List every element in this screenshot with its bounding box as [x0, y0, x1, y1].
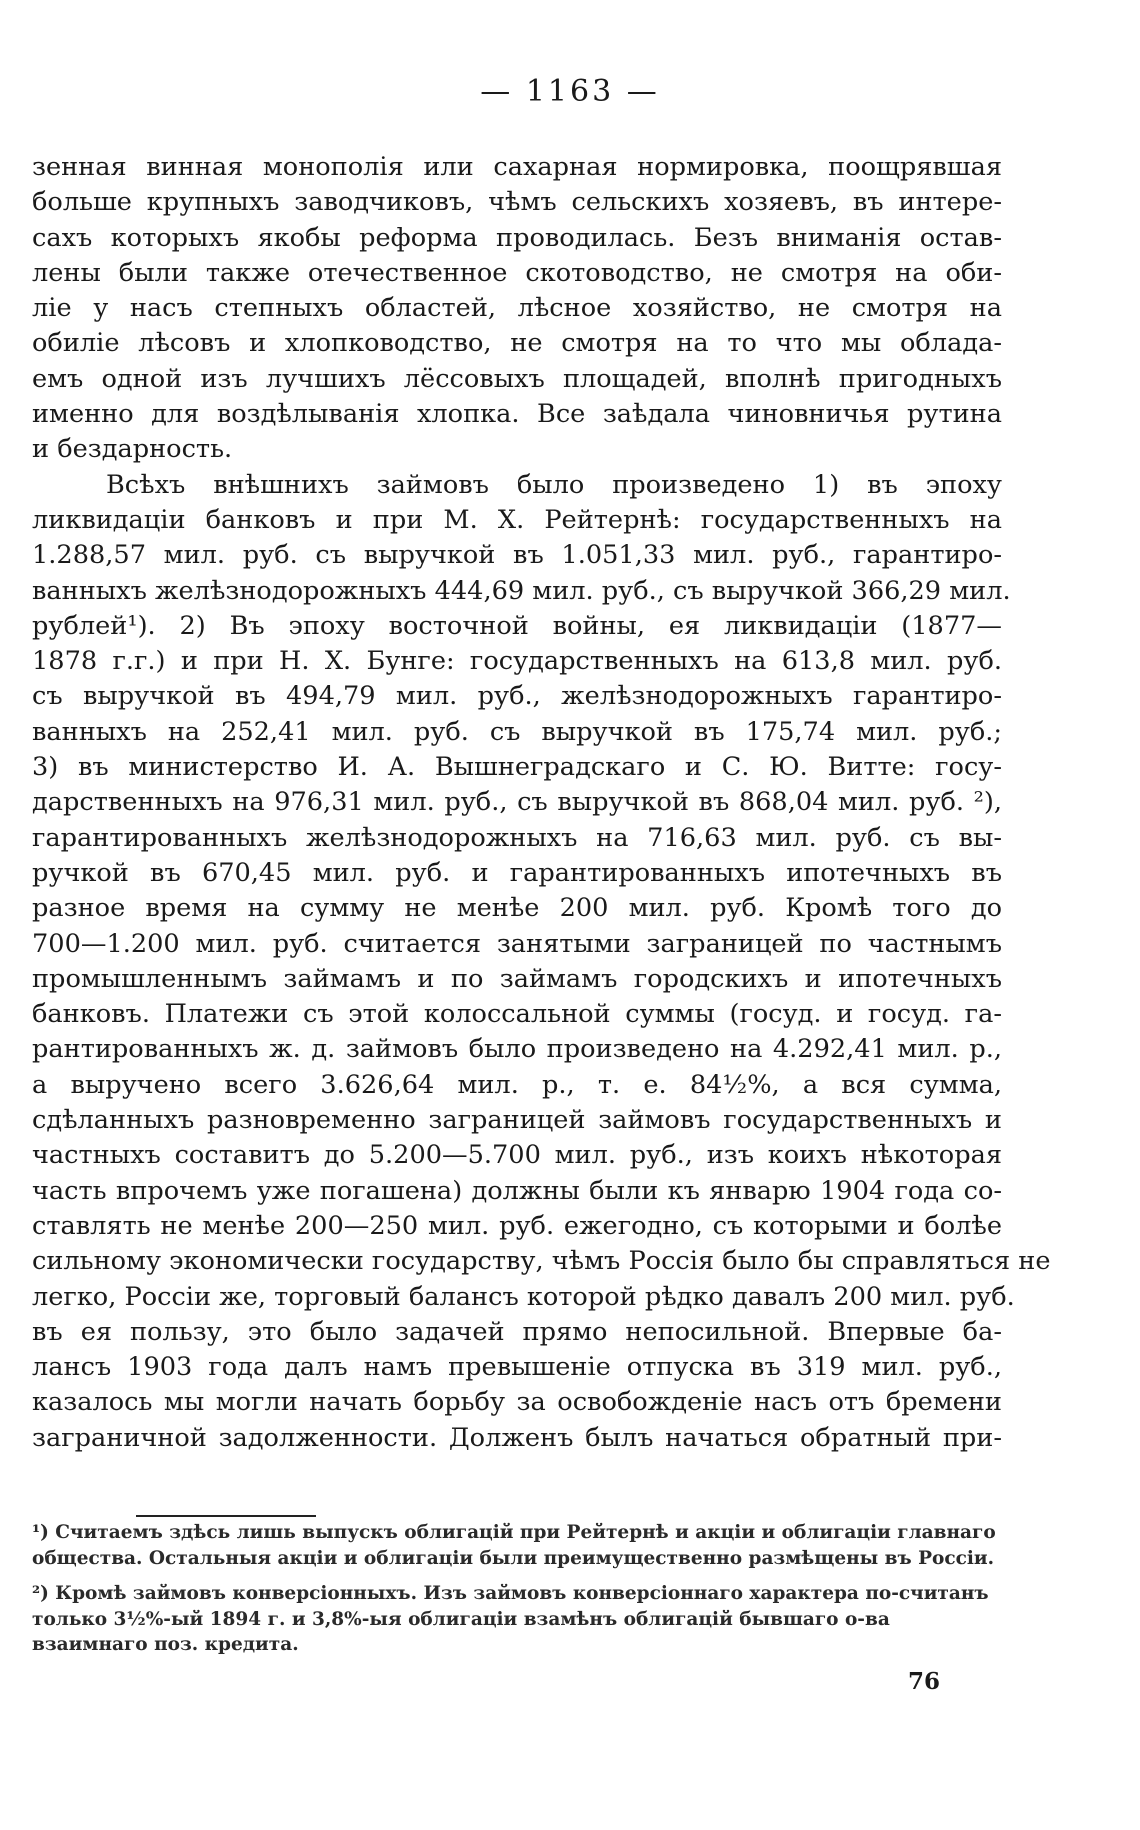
text-line: легко, Россіи же, торговый балансъ которой рѣдко давалъ 200 мил. руб. — [32, 1281, 1015, 1312]
page-number: — 1163 — — [480, 74, 660, 109]
text-line: въ ея пользу, это было задачей прямо непосильной. Впервые ба- — [32, 1316, 1002, 1347]
footnote-2: ²) Кромѣ займовъ конверсіонныхъ. Изъ займовъ конверсіоннаго характера по-считанъ только 3½%-ый 1894 г. и 3,8%-ыя облигаціи взамѣнъ облигацій бывшаго о-ва взаимнаго поз. кредита. — [32, 1583, 989, 1655]
text-line: дарственныхъ на 976,31 мил. руб., съ выручкой въ 868,04 мил. руб. ²), — [32, 787, 1002, 818]
text-line: а выручено всего 3.626,64 мил. р., т. е. 84½%, а вся сумма, — [32, 1069, 1002, 1100]
text-line: емъ одной изъ лучшихъ лёссовыхъ площадей, вполнѣ пригодныхъ — [32, 363, 1002, 394]
text-line: именно для воздѣлыванія хлопка. Все заѣдала чиновничья рутина — [32, 399, 1002, 430]
text-line: ручкой въ 670,45 мил. руб. и гарантированныхъ ипотечныхъ въ — [32, 857, 1002, 888]
text-line: лены были также отечественное скотоводство, не смотря на оби- — [32, 257, 1002, 288]
text-line: больше крупныхъ заводчиковъ, чѣмъ сельскихъ хозяевъ, въ интере- — [32, 187, 1002, 218]
text-line: 700—1.200 мил. руб. считается занятыми заграницей по частнымъ — [32, 928, 1002, 959]
text-line: сахъ которыхъ якобы реформа проводилась. Безъ вниманія остав- — [32, 222, 1002, 253]
text-line: ванныхъ желѣзнодорожныхъ 444,69 мил. руб., съ выручкой 366,29 мил. — [32, 575, 1011, 606]
paragraph-start-line: Всѣхъ внѣшнихъ займовъ было произведено 1) въ эпоху — [106, 469, 1002, 500]
text-line: разное время на сумму не менѣе 200 мил. руб. Кромѣ того до — [32, 893, 1002, 924]
text-line: лансъ 1903 года далъ намъ превышеніе отпуска въ 319 мил. руб., — [32, 1352, 1002, 1383]
text-line: промышленнымъ займамъ и по займамъ городскихъ и ипотечныхъ — [32, 963, 1002, 994]
footnote-1: ¹) Считаемъ здѣсь лишь выпускъ облигацій при Рейтернѣ и акціи и облигаціи главнаго общества. Остальныя акціи и облигаціи были преимущественно размѣщены въ Россіи. — [32, 1522, 996, 1569]
text-line: рублей¹). 2) Въ эпоху восточной войны, ея ликвидаціи (1877— — [32, 610, 1002, 641]
text-line: 1.288,57 мил. руб. съ выручкой въ 1.051,33 мил. руб., гарантиро- — [32, 540, 1002, 571]
text-line: банковъ. Платежи съ этой колоссальной суммы (госуд. и госуд. га- — [32, 999, 1002, 1030]
text-line: ванныхъ на 252,41 мил. руб. съ выручкой въ 175,74 мил. руб.; — [32, 716, 1002, 747]
text-line: казалось мы могли начать борьбу за освобожденіе насъ отъ бремени — [32, 1387, 1002, 1418]
text-line: гарантированныхъ желѣзнодорожныхъ на 716,63 мил. руб. съ вы- — [32, 822, 1002, 853]
text-line: и бездарность. — [32, 434, 233, 465]
text-line: 3) въ министерство И. А. Вышнеградскаго и С. Ю. Витте: госу- — [32, 752, 1002, 783]
text-line: часть впрочемъ уже погашена) должны были къ январю 1904 года со- — [32, 1175, 1002, 1206]
text-line: 1878 г.г.) и при Н. Х. Бунге: государственныхъ на 613,8 мил. руб. — [32, 646, 1002, 677]
text-line: ліе у насъ степныхъ областей, лѣсное хозяйство, не смотря на — [32, 293, 1002, 324]
text-line: сильному экономически государству, чѣмъ Россія было бы справляться не — [32, 1246, 1051, 1277]
text-line: частныхъ составитъ до 5.200—5.700 мил. руб., изъ коихъ нѣкоторая — [32, 1140, 1002, 1171]
text-line: съ выручкой въ 494,79 мил. руб., желѣзнодорожныхъ гарантиро- — [32, 681, 1002, 712]
text-line: сдѣланныхъ разновременно заграницей займовъ государственныхъ и — [32, 1105, 1002, 1136]
signature-mark: 76 — [908, 1668, 941, 1695]
text-line: ликвидаціи банковъ и при М. Х. Рейтернѣ: государственныхъ на — [32, 504, 1002, 535]
footnotes — [32, 1520, 1002, 1668]
text-line: зенная винная монополія или сахарная нормировка, поощрявшая — [32, 152, 1002, 182]
footnote-divider — [136, 1515, 316, 1517]
text-line: ставлять не менѣе 200—250 мил. руб. ежегодно, съ которыми и болѣе — [32, 1210, 1002, 1241]
text-line: рантированныхъ ж. д. займовъ было произведено на 4.292,41 мил. р., — [32, 1034, 1002, 1065]
text-line: обиліе лѣсовъ и хлопководство, не смотря на то что мы облада- — [32, 328, 1002, 359]
text-line: заграничной задолженности. Долженъ былъ начаться обратный при- — [32, 1422, 1002, 1453]
body-text — [32, 150, 1051, 1456]
